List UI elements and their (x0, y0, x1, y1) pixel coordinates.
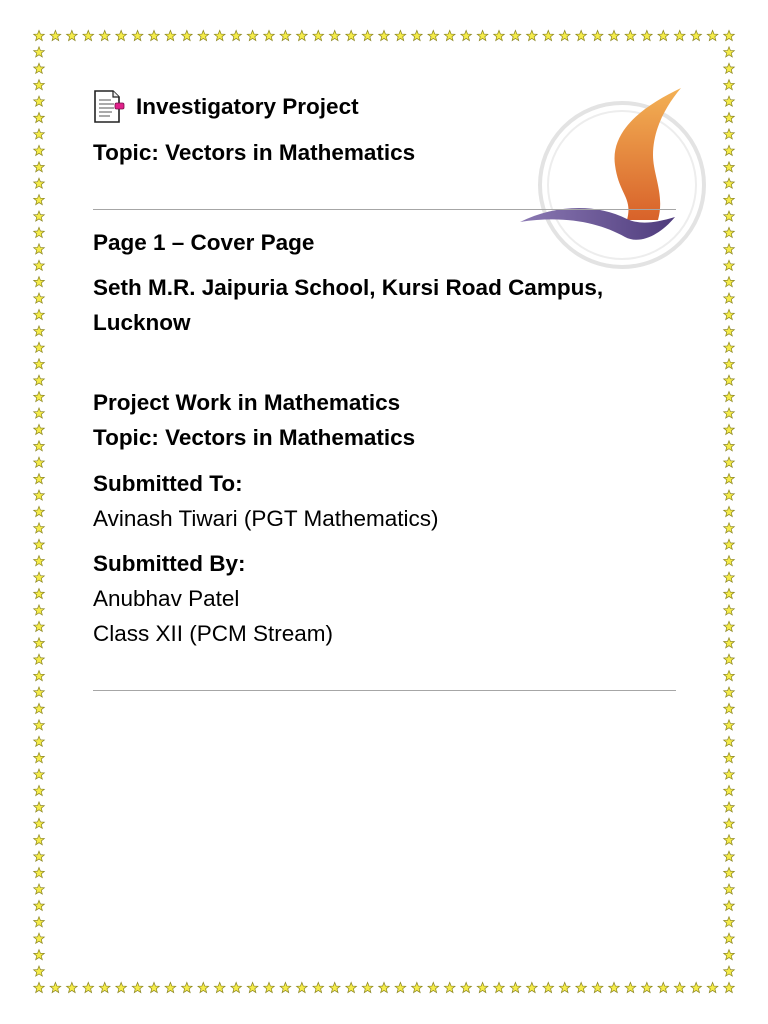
top-divider (93, 209, 676, 210)
border-star (34, 917, 45, 927)
page-title: Page 1 – Cover Page (93, 230, 315, 255)
border-star (724, 884, 735, 894)
project-work-line: Project Work in Mathematics (93, 390, 401, 415)
border-star (724, 129, 735, 139)
border-star (724, 556, 735, 566)
border-star (165, 982, 176, 992)
border-star (362, 982, 373, 992)
border-star (707, 982, 718, 992)
border-star (83, 30, 94, 40)
border-star (724, 703, 735, 713)
border-star (34, 474, 45, 484)
border-star (34, 227, 45, 237)
border-star (34, 47, 45, 57)
border-star (34, 556, 45, 566)
border-star (149, 982, 160, 992)
border-star (280, 30, 291, 40)
border-star (34, 63, 45, 73)
border-star (724, 277, 735, 287)
border-star (724, 162, 735, 172)
border-star (428, 982, 439, 992)
border-star (576, 982, 587, 992)
school-name-line2: Lucknow (93, 310, 191, 335)
border-star (34, 950, 45, 960)
border-star (34, 720, 45, 730)
border-star (691, 30, 702, 40)
border-star (214, 982, 225, 992)
border-star (510, 982, 521, 992)
border-star (247, 982, 258, 992)
border-star (724, 359, 735, 369)
border-star (34, 753, 45, 763)
border-star (724, 490, 735, 500)
border-star (724, 539, 735, 549)
border-star (707, 30, 718, 40)
border-star (329, 30, 340, 40)
border-star (362, 30, 373, 40)
border-star (724, 244, 735, 254)
border-star (34, 408, 45, 418)
border-star (724, 621, 735, 631)
topic-line-2: Topic: Vectors in Mathematics (93, 425, 416, 450)
border-star (34, 539, 45, 549)
border-star (149, 30, 160, 40)
border-star (494, 30, 505, 40)
border-star (724, 474, 735, 484)
border-star (297, 982, 308, 992)
border-star (34, 638, 45, 648)
border-star (724, 342, 735, 352)
border-star (379, 30, 390, 40)
border-star (724, 687, 735, 697)
border-star (527, 982, 538, 992)
border-star (724, 785, 735, 795)
border-star (724, 457, 735, 467)
border-star (34, 441, 45, 451)
border-star (724, 982, 735, 992)
topic-line: Topic: Vectors in Mathematics (93, 140, 416, 165)
submitted-by-label: Submitted By: (93, 551, 246, 576)
border-star (724, 753, 735, 763)
border-star (34, 654, 45, 664)
border-star (724, 868, 735, 878)
border-star (379, 982, 390, 992)
border-star (724, 917, 735, 927)
border-star (34, 506, 45, 516)
border-star (592, 982, 603, 992)
border-star (231, 30, 242, 40)
border-star (642, 30, 653, 40)
border-star (724, 441, 735, 451)
border-star (34, 211, 45, 221)
border-star (198, 982, 209, 992)
border-star (625, 982, 636, 992)
border-star (724, 671, 735, 681)
border-star (674, 982, 685, 992)
border-star (477, 30, 488, 40)
border-star (724, 523, 735, 533)
border-star (592, 30, 603, 40)
submitted-to-label: Submitted To: (93, 471, 243, 496)
border-star (116, 30, 127, 40)
submitted-to-value: Avinash Tiwari (PGT Mathematics) (93, 506, 439, 531)
border-star (477, 982, 488, 992)
submitted-by-name: Anubhav Patel (93, 586, 240, 611)
border-star (34, 687, 45, 697)
border-star (724, 506, 735, 516)
border-star (34, 785, 45, 795)
border-star (247, 30, 258, 40)
school-flame-logo (515, 85, 715, 275)
border-star (559, 982, 570, 992)
border-star (50, 30, 61, 40)
border-star (444, 982, 455, 992)
border-star (724, 835, 735, 845)
border-star (412, 982, 423, 992)
border-star (724, 802, 735, 812)
border-star (34, 424, 45, 434)
border-star (395, 30, 406, 40)
border-star (67, 30, 78, 40)
border-star (34, 868, 45, 878)
border-star (724, 638, 735, 648)
border-star (34, 851, 45, 861)
border-star (724, 309, 735, 319)
border-star (34, 30, 45, 40)
border-star (658, 30, 669, 40)
border-star (34, 933, 45, 943)
border-star (50, 982, 61, 992)
bottom-divider (93, 690, 676, 691)
border-star (724, 818, 735, 828)
border-star (132, 30, 143, 40)
border-star (34, 605, 45, 615)
border-star (34, 835, 45, 845)
heading-title: Investigatory Project (136, 94, 359, 119)
border-star (724, 392, 735, 402)
border-star (297, 30, 308, 40)
border-star (724, 63, 735, 73)
border-star (34, 309, 45, 319)
border-star (510, 30, 521, 40)
border-star (461, 982, 472, 992)
border-star (724, 950, 735, 960)
border-star (34, 326, 45, 336)
border-star (346, 982, 357, 992)
border-star (34, 490, 45, 500)
border-star (724, 293, 735, 303)
border-star (34, 244, 45, 254)
border-star (264, 982, 275, 992)
border-star (34, 195, 45, 205)
border-star (724, 605, 735, 615)
border-star (34, 736, 45, 746)
border-star (34, 966, 45, 976)
border-star (313, 30, 324, 40)
document-icon (92, 90, 126, 124)
border-star (34, 884, 45, 894)
border-star (724, 326, 735, 336)
border-star (34, 671, 45, 681)
border-star (724, 588, 735, 598)
border-star (724, 736, 735, 746)
border-star (444, 30, 455, 40)
border-star (34, 342, 45, 352)
border-star (182, 982, 193, 992)
border-star (724, 227, 735, 237)
border-star (34, 802, 45, 812)
border-star (724, 80, 735, 90)
border-star (165, 30, 176, 40)
border-star (34, 392, 45, 402)
border-star (34, 293, 45, 303)
border-star (34, 260, 45, 270)
border-star (724, 178, 735, 188)
border-star (543, 982, 554, 992)
border-star (34, 982, 45, 992)
border-star (724, 112, 735, 122)
border-star (182, 30, 193, 40)
border-star (34, 145, 45, 155)
border-star (264, 30, 275, 40)
border-star (132, 982, 143, 992)
border-star (34, 359, 45, 369)
border-star (724, 195, 735, 205)
border-star (724, 211, 735, 221)
border-star (428, 30, 439, 40)
border-star (543, 30, 554, 40)
border-star (34, 621, 45, 631)
border-star (34, 523, 45, 533)
border-star (34, 375, 45, 385)
border-star (83, 982, 94, 992)
border-star (34, 457, 45, 467)
border-star (116, 982, 127, 992)
border-star (198, 30, 209, 40)
border-star (34, 96, 45, 106)
border-star (395, 982, 406, 992)
border-star (34, 80, 45, 90)
border-star (658, 982, 669, 992)
border-star (609, 982, 620, 992)
border-star (642, 982, 653, 992)
border-star (625, 30, 636, 40)
border-star (313, 982, 324, 992)
border-star (527, 30, 538, 40)
border-star (724, 900, 735, 910)
border-star (724, 47, 735, 57)
border-star (99, 982, 110, 992)
border-star (494, 982, 505, 992)
border-star (34, 162, 45, 172)
border-star (724, 966, 735, 976)
border-star (412, 30, 423, 40)
border-star (34, 277, 45, 287)
border-star (724, 30, 735, 40)
border-star (67, 982, 78, 992)
border-star (724, 424, 735, 434)
border-star (34, 900, 45, 910)
border-star (724, 769, 735, 779)
border-star (674, 30, 685, 40)
border-star (99, 30, 110, 40)
border-star (724, 933, 735, 943)
border-star (231, 982, 242, 992)
border-star (34, 703, 45, 713)
border-star (461, 30, 472, 40)
border-star (329, 982, 340, 992)
border-star (34, 112, 45, 122)
border-star (576, 30, 587, 40)
border-star (724, 572, 735, 582)
border-star (34, 588, 45, 598)
border-star (724, 145, 735, 155)
border-star (559, 30, 570, 40)
border-star (724, 654, 735, 664)
border-star (34, 818, 45, 828)
border-star (346, 30, 357, 40)
border-star (724, 851, 735, 861)
border-star (34, 178, 45, 188)
border-star (609, 30, 620, 40)
border-star (724, 720, 735, 730)
submitted-by-class: Class XII (PCM Stream) (93, 621, 334, 646)
border-star (34, 572, 45, 582)
border-star (724, 260, 735, 270)
border-star (34, 129, 45, 139)
border-star (34, 769, 45, 779)
school-name-line1: Seth M.R. Jaipuria School, Kursi Road Campus, (93, 275, 604, 300)
border-star (214, 30, 225, 40)
border-star (691, 982, 702, 992)
border-star (724, 96, 735, 106)
border-star (280, 982, 291, 992)
border-star (724, 375, 735, 385)
border-star (724, 408, 735, 418)
